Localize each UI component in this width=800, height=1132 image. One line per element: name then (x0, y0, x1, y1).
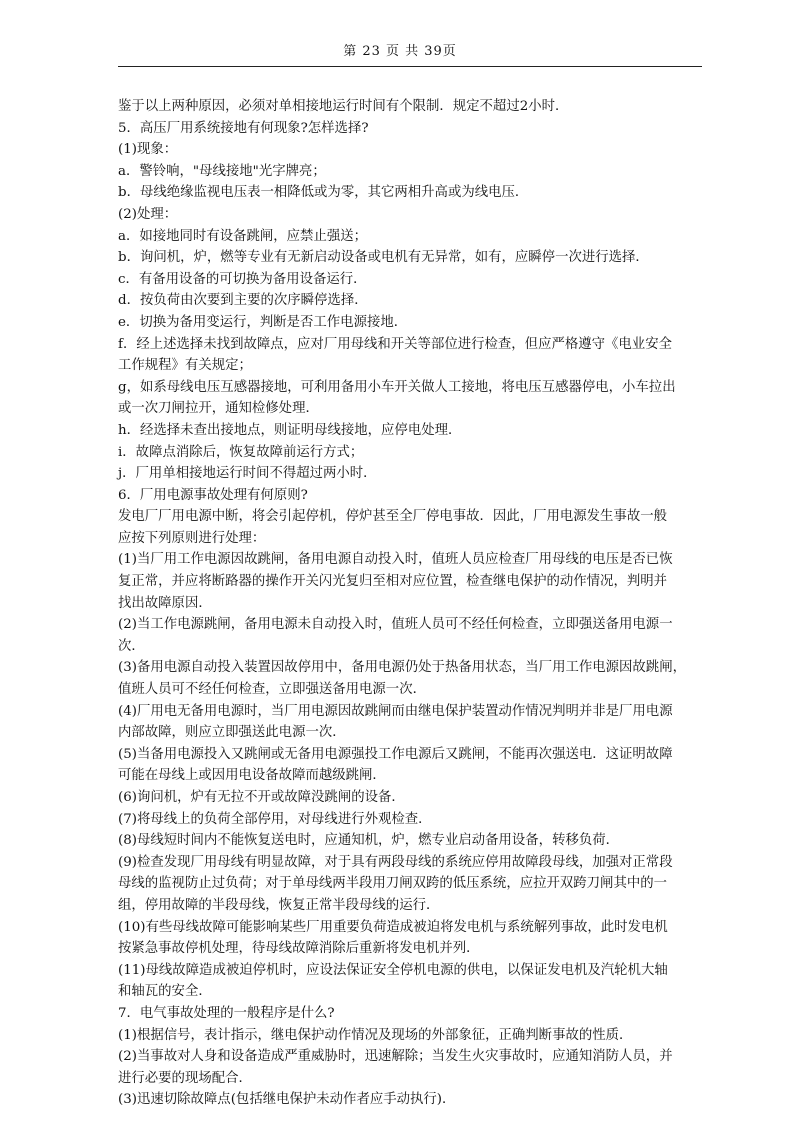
text-line: 应按下列原则进行处理： (118, 530, 266, 546)
text-line: 鉴于以上两种原因，必须对单相接地运行时间有个限制．规定不超过2小时． (118, 99, 569, 114)
text-line: (2)当工作电源跳闸，备用电源未自动投入时，值班人员可不经任何检查，立即强送备用电源一 (118, 617, 673, 633)
text-line: (7)将母线上的负荷全部停用，对母线进行外观检查． (118, 811, 432, 827)
document-body (118, 96, 710, 1111)
text-line: h．经选择未查出接地点，则证明母线接地，应停电处理． (118, 422, 462, 438)
text-line: 按紧急事故停机处理，待母线故障消除后重新将发电机并列． (118, 941, 480, 957)
text-line: 组，停用故障的半段母线，恢复正常半段母线的运行． (118, 897, 440, 913)
text-line: b．母线绝缘监视电压表一相降低或为零，其它两相升高或为线电压． (118, 185, 529, 201)
text-line: 7．电气事故处理的一般程序是什么? (118, 1005, 335, 1021)
text-line: 复正常，并应将断路器的操作开关闪光复归至相对应位置，检查继电保护的动作情况，判明并 (118, 574, 668, 590)
page-header: 第 23 页 共 39页 (343, 44, 457, 59)
header-divider (118, 66, 702, 67)
text-line: c．有备用设备的可切换为备用设备运行． (118, 271, 367, 287)
text-line: a．如接地同时有设备跳闸，应禁止强送； (118, 228, 368, 244)
text-line: (9)检查发现厂用母线有明显故障，对于具有两段母线的系统应停用故障段母线，加强对正常段 (118, 854, 673, 870)
text-line: 进行必要的现场配合． (118, 1070, 252, 1086)
text-line: e．切换为备用变运行，判断是否工作电源接地． (118, 314, 408, 330)
text-line: a．警铃响，"母线接地"光字牌亮； (118, 163, 326, 179)
text-line: (1)根据信号，表计指示，继电保护动作情况及现场的外部象征，正确判断事故的性质． (118, 1027, 633, 1043)
text-line: (8)母线短时间内不能恢复送电时，应通知机，炉，燃专业启动备用设备，转移负荷． (118, 833, 620, 849)
text-line: b．询问机，炉，燃等专业有无新启动设备或电机有无异常，如有，应瞬停一次进行选择． (118, 250, 649, 266)
text-line: j．厂用单相接地运行时间不得超过两小时． (118, 466, 377, 482)
text-line: (11)母线故障造成被迫停机时，应设法保证安全停机电源的供电，以保证发电机及汽轮机大轴 (118, 962, 668, 978)
text-line: (2)当事故对人身和设备造成严重威胁时，迅速解除；当发生火灾事故时，应通知消防人员，并 (118, 1049, 673, 1065)
text-line: d．按负荷由次要到主要的次序瞬停选择． (118, 293, 368, 309)
text-line: (1)当厂用工作电源因故跳闸，备用电源自动投入时，值班人员应检查厂用母线的电压是否已恢 (118, 552, 673, 568)
text-line: 内部故障，则应立即强送此电源一次． (118, 725, 346, 741)
text-line: i．故障点消除后，恢复故障前运行方式； (118, 444, 364, 460)
text-line: 工作规程》有关规定； (118, 358, 252, 374)
text-line: (10)有些母线故障可能影响某些厂用重要负荷造成被迫将发电机与系统解列事故，此时发电机 (118, 919, 668, 935)
text-line: 和轴瓦的安全． (118, 984, 212, 1000)
text-line: 次． (118, 638, 145, 654)
text-line: (3)备用电源自动投入装置因故停用中，备用电源仍处于热备用状态，当厂用工作电源因故跳闸， (118, 660, 686, 676)
text-line: 值班人员可不经任何检查，立即强送备用电源一次． (118, 682, 426, 698)
text-line: (4)厂用电无备用电源时，当厂用电源因故跳闸而由继电保护装置动作情况判明并非是厂用电源 (118, 703, 673, 719)
text-line: 发电厂厂用电源中断，将会引起停机，停炉甚至全厂停电事故．因此，厂用电源发生事故一般 (118, 509, 668, 525)
text-line: 可能在母线上或因用电设备故障而越级跳闸． (118, 768, 386, 784)
text-line: (1)现象： (118, 142, 178, 158)
text-line: f．经上述选择未找到故障点，应对厂用母线和开关等部位进行检查，但应严格遵守《电业安全 (118, 336, 672, 352)
text-line: g，如系母线电压互感器接地，可利用备用小车开关做人工接地，将电压互感器停电，小车拉出 (118, 379, 676, 395)
text-line: 母线的监视防止过负荷；对于单母线两半段用刀闸双跨的低压系统，应拉开双跨刀闸其中的一 (118, 876, 668, 892)
text-line: (3)迅速切除故障点(包括继电保护未动作者应手动执行)． (118, 1092, 456, 1108)
text-line: 找出故障原因． (118, 595, 212, 611)
text-line: (6)询问机，炉有无拉不开或故障没跳闸的设备． (118, 790, 405, 805)
text-line: 或一次刀闸拉开，通知检修处理． (118, 401, 319, 417)
text-line: 5．高压厂用系统接地有何现象?怎样选择? (118, 120, 369, 136)
text-line: (5)当备用电源投入又跳闸或无备用电源强投工作电源后又跳闸，不能再次强送电．这证明故障 (118, 746, 673, 762)
text-line: (2)处理： (118, 206, 178, 222)
text-line: 6．厂用电源事故处理有何原则? (118, 487, 308, 503)
